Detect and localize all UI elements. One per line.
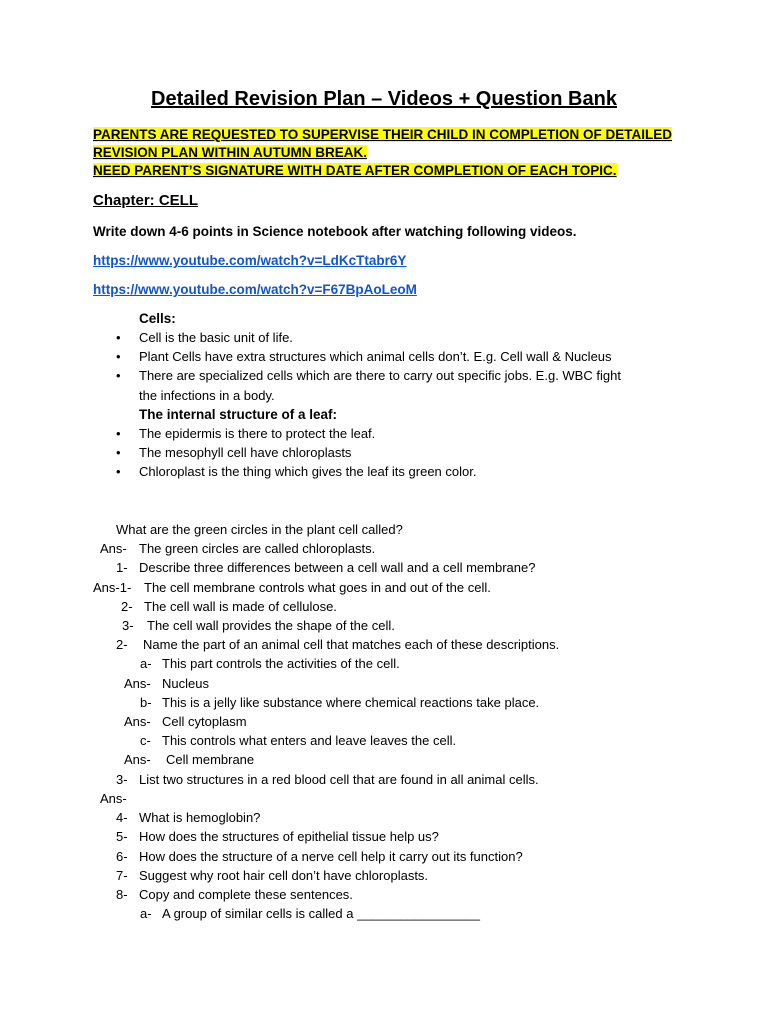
qa-prefix: 4- [116,810,128,825]
qa-prefix: Ans- [124,714,151,729]
chapter-heading: Chapter: CELL [93,192,198,209]
instruction-text: Write down 4-6 points in Science notebook after watching following videos. [93,224,577,239]
bullet-icon: • [116,330,121,345]
qa-line: The cell wall is made of cellulose. [144,599,337,614]
qa-line: This is a jelly like substance where chemical reactions take place. [162,695,540,710]
leaf-heading: The internal structure of a leaf: [139,407,338,422]
list-item: • There are specialized cells which are there to carry out specific jobs. E.g. WBC fight [116,368,621,383]
bullet-icon: • [116,464,121,479]
qa-prefix: a- [140,906,152,921]
bullet-icon: • [116,368,121,383]
qa-prefix: Ans-1- [93,580,132,595]
video-link-1[interactable]: https://www.youtube.com/watch?v=LdKcTtabr6Y [93,253,407,268]
list-item: • Plant Cells have extra structures which animal cells don’t. E.g. Cell wall & Nucleus [116,349,612,364]
qa-line: What is hemoglobin? [139,810,261,825]
page-title: Detailed Revision Plan – Videos + Question Bank [151,88,617,110]
qa-line: The green circles are called chloroplasts. [139,541,376,556]
qa-line: A group of similar cells is called a _________________ [162,906,480,921]
qa-prefix: Ans- [124,752,151,767]
qa-line: This controls what enters and leave leaves the cell. [162,733,457,748]
list-item: • The epidermis is there to protect the leaf. [116,426,376,441]
qa-line: The cell membrane controls what goes in and out of the cell. [144,580,491,595]
qa-line: How does the structure of a nerve cell help it carry out its function? [139,849,523,864]
qa-prefix: 6- [116,849,128,864]
cells-heading: Cells: [139,311,176,326]
qa-line: Cell cytoplasm [162,714,247,729]
qa-prefix: a- [140,656,152,671]
qa-prefix: Ans- [100,541,127,556]
qa-prefix: 2- [116,637,128,652]
qa-prefix: 3- [116,772,128,787]
qa-prefix: 7- [116,868,128,883]
qa-line: Describe three differences between a cell wall and a cell membrane? [139,560,536,575]
list-item: • The mesophyll cell have chloroplasts [116,445,352,460]
bullet-icon: • [116,445,121,460]
qa-prefix: 8- [116,887,128,902]
qa-prefix: c- [140,733,151,748]
qa-prefix: 1- [116,560,128,575]
notice-line-2: REVISION PLAN WITHIN AUTUMN BREAK. [93,145,367,160]
qa-prefix: b- [140,695,152,710]
notice-line-1: PARENTS ARE REQUESTED TO SUPERVISE THEIR CHILD IN COMPLETION OF DETAILED [93,127,673,142]
bullet-icon: • [116,426,121,441]
qa-line: Suggest why root hair cell don’t have chloroplasts. [139,868,429,883]
qa-line: This part controls the activities of the cell. [162,656,400,671]
qa-line: Copy and complete these sentences. [139,887,353,902]
qa-line: The cell wall provides the shape of the cell. [147,618,395,633]
qa-line: Name the part of an animal cell that matches each of these descriptions. [143,637,560,652]
video-link-2[interactable]: https://www.youtube.com/watch?v=F67BpAoLeoM [93,282,417,297]
list-item-continuation: the infections in a body. [139,388,275,403]
qa-prefix: Ans- [100,791,127,806]
qa-line: What are the green circles in the plant cell called? [116,522,403,537]
notice-line-3: NEED PARENT’S SIGNATURE WITH DATE AFTER COMPLETION OF EACH TOPIC. [93,163,617,178]
qa-line: Cell membrane [166,752,255,767]
bullet-icon: • [116,349,121,364]
qa-line: Nucleus [162,676,209,691]
qa-line: How does the structures of epithelial tissue help us? [139,829,439,844]
qa-prefix: 2- [121,599,133,614]
qa-prefix: Ans- [124,676,151,691]
list-item: • Cell is the basic unit of life. [116,330,293,345]
qa-prefix: 5- [116,829,128,844]
list-item: • Chloroplast is the thing which gives the leaf its green color. [116,464,477,479]
qa-line: List two structures in a red blood cell that are found in all animal cells. [139,772,539,787]
qa-prefix: 3- [122,618,134,633]
